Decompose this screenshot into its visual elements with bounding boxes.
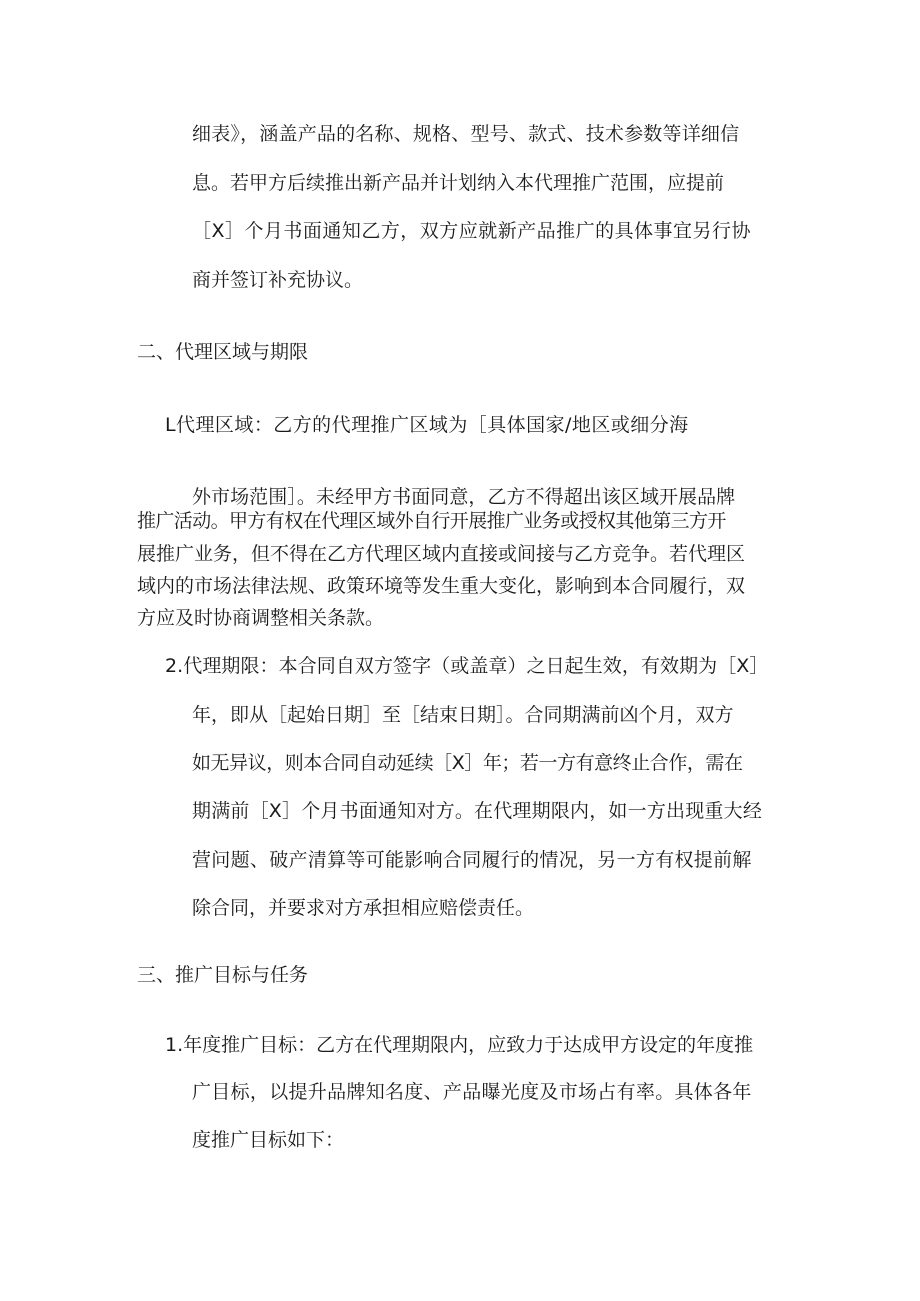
text-line: 展推广业务，但不得在乙方代理区域内直接或间接与乙方竞争。若代理区 — [137, 543, 746, 565]
text-line: 1.年度推广目标：乙方在代理期限内，应致力于达成甲方设定的年度推 — [165, 1034, 754, 1056]
text-line: 息。若甲方后续推出新产品并计划纳入本代理推广范围，应提前 — [192, 172, 725, 194]
text-line: 2.代理期限：本合同自双方签字（或盖章）之日起生效，有效期为［X］ — [165, 655, 769, 677]
text-line: L代理区域：乙方的代理推广区域为［具体国家/地区或细分海 — [165, 414, 689, 436]
text-line: 年，即从［起始日期］至［结束日期］。合同期满前凶个月，双方 — [192, 704, 734, 726]
text-line: 商并签订补充协议。 — [192, 269, 364, 291]
text-line: 域内的市场法律法规、政策环境等发生重大变化，影响到本合同履行，双 — [137, 575, 746, 597]
text-line: 方应及时协商调整相关条款。 — [137, 607, 385, 629]
text-line: 广目标，以提升品牌知名度、产品曝光度及市场占有率。具体各年 — [192, 1081, 752, 1103]
text-line: 细表》，涵盖产品的名称、规格、型号、款式、技术参数等详细信 — [192, 123, 740, 145]
text-line: 除合同，并要求对方承担相应赔偿责任。 — [192, 897, 535, 919]
text-line: 营问题、破产清算等可能影响合同履行的情况，另一方有权提前解 — [192, 849, 752, 871]
text-line: 期满前［X］个月书面通知对方。在代理期限内，如一方出现重大经 — [192, 800, 763, 822]
text-line: 度推广目标如下： — [192, 1129, 345, 1151]
text-line: 外市场范围］。未经甲方书面同意，乙方不得超出该区域开展品牌 — [192, 486, 736, 508]
text-line: ［X］个月书面通知乙方，双方应就新产品推广的具体事宜另行协 — [192, 220, 751, 242]
text-line: 推广活动。甲方有权在代理区域外自行开展推广业务或授权其他第三方开 — [137, 510, 726, 532]
text-line: 如无异议，则本合同自动延续［X］年；若一方有意终止合作，需在 — [192, 752, 743, 774]
section-heading: 三、推广目标与任务 — [137, 964, 309, 986]
section-heading: 二、代理区域与期限 — [137, 341, 309, 363]
